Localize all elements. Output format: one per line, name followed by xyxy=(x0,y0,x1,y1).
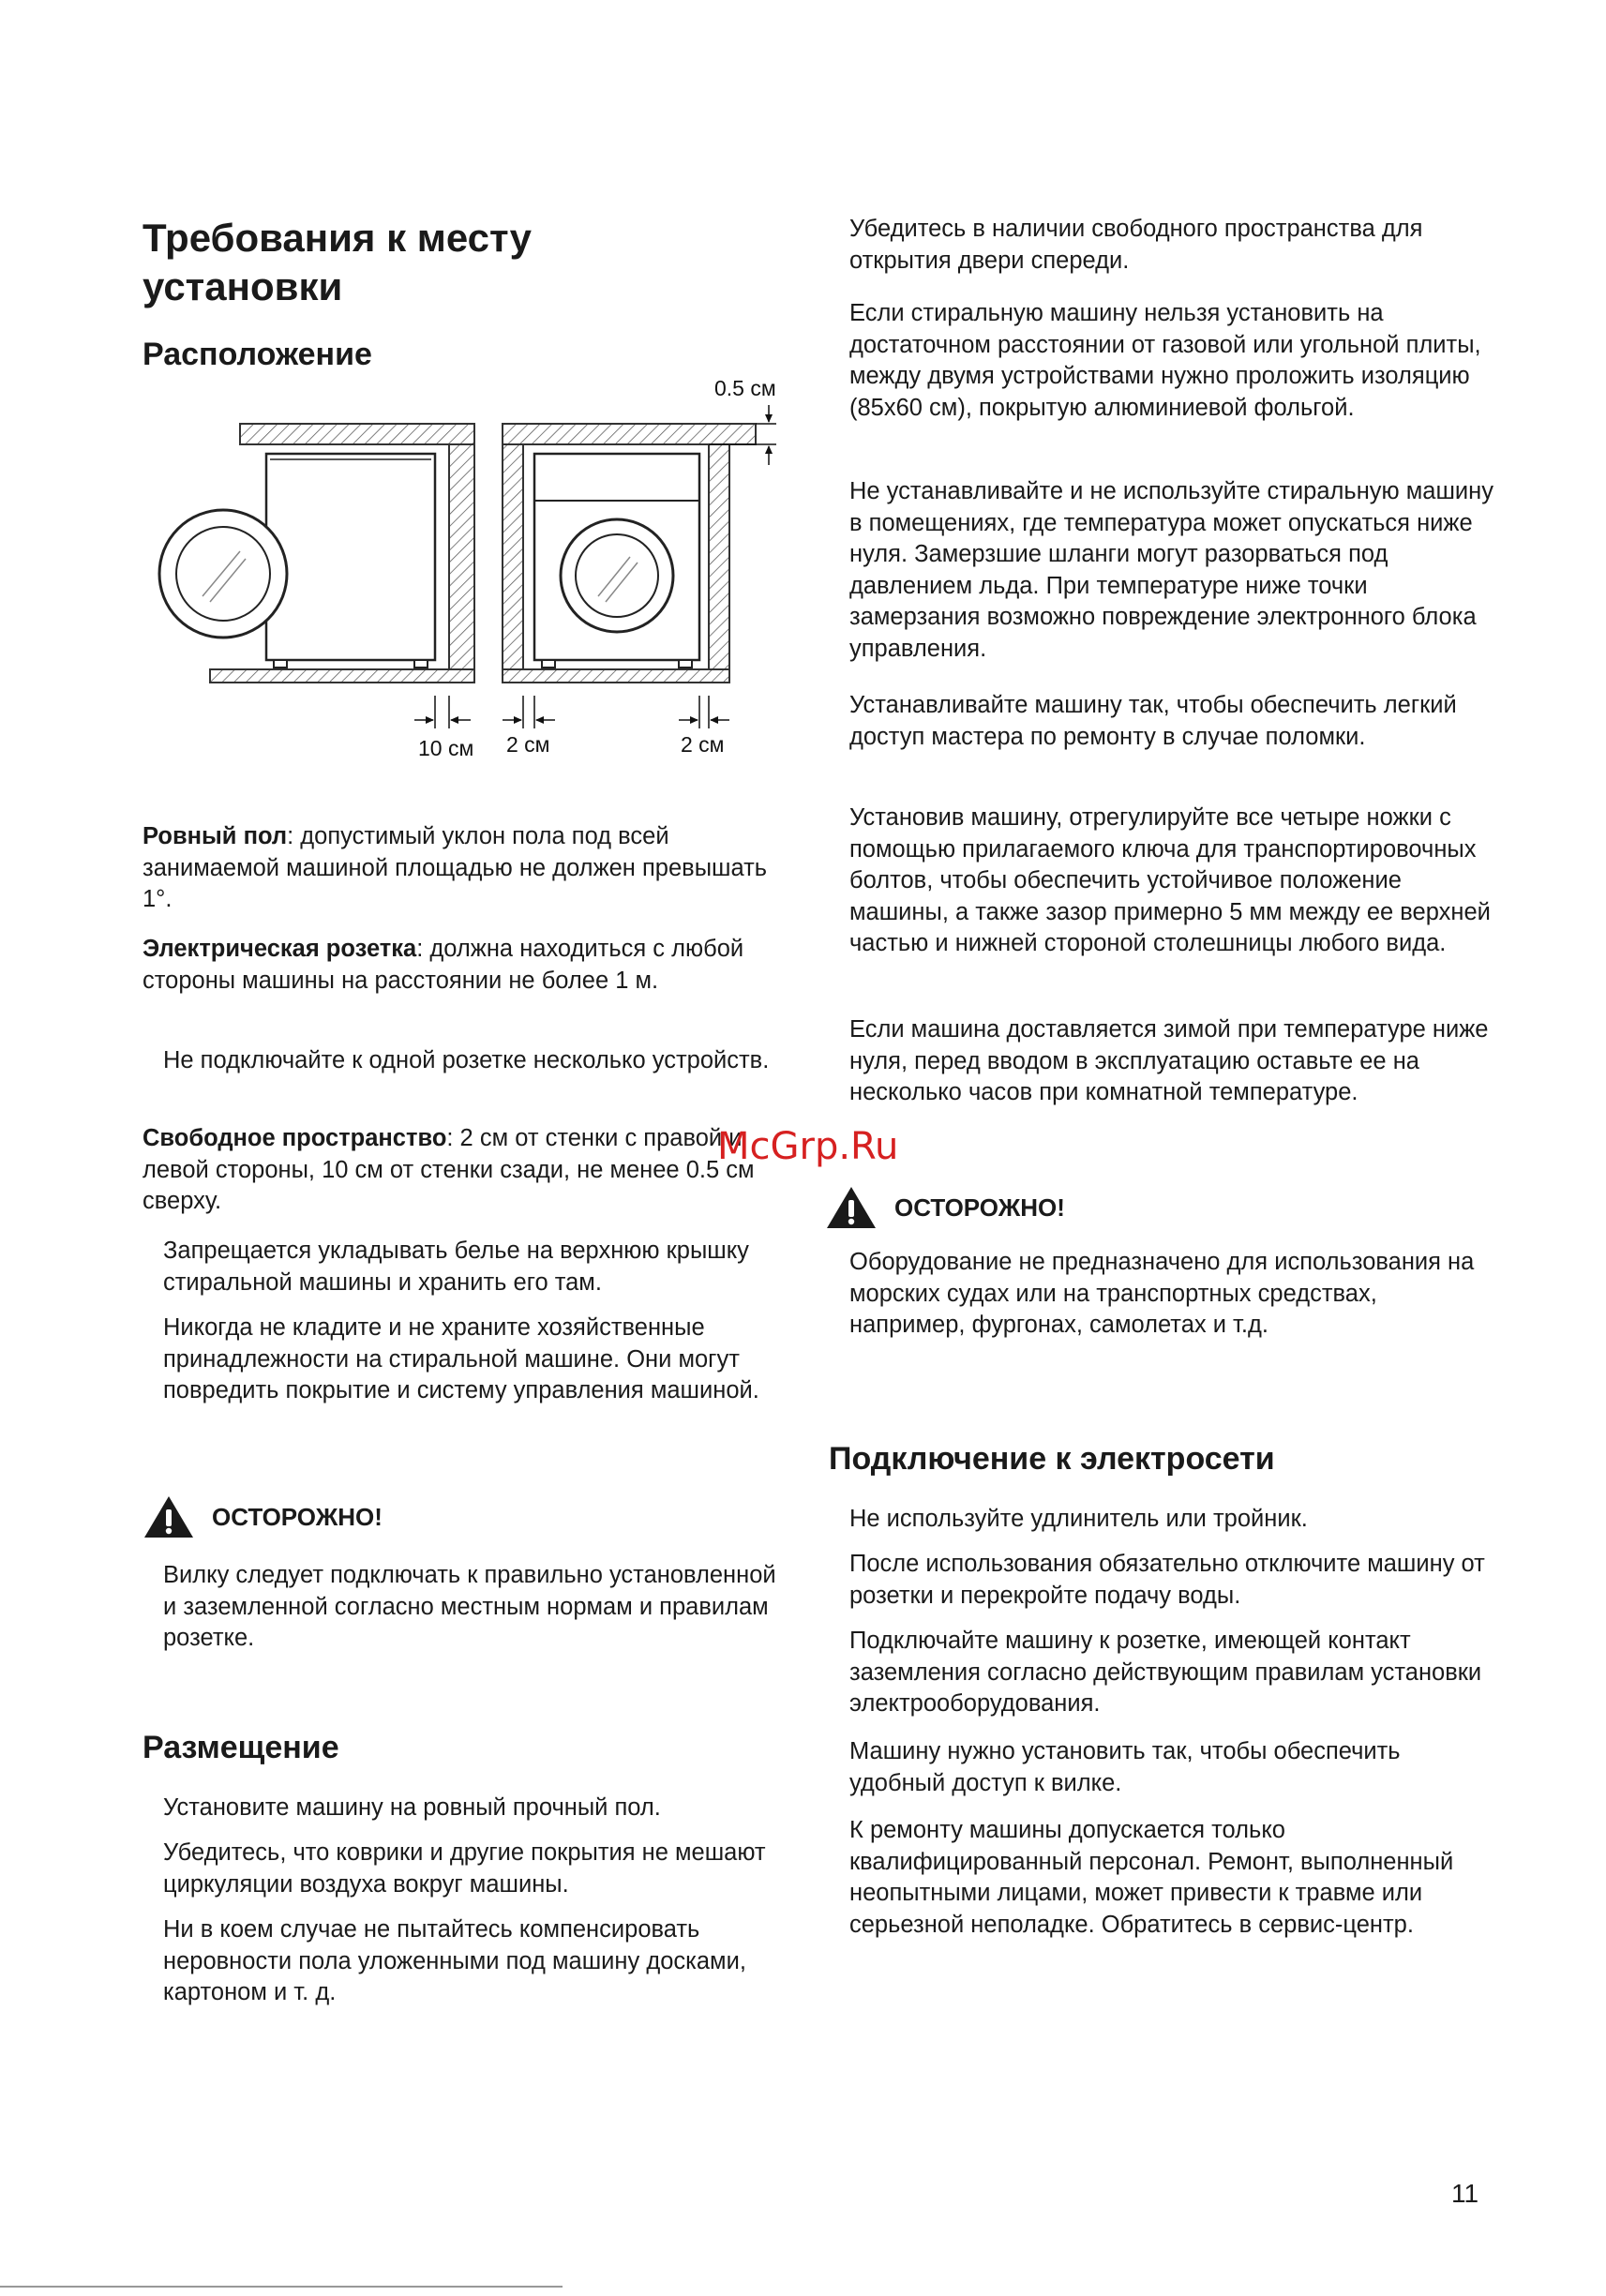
electrical-p2: После использования обязательно отключите машину от розетки и перекройте подачу воды. xyxy=(849,1551,1485,1609)
installation-clearance-diagram xyxy=(143,368,799,761)
placement-p2: Убедитесь, что коврики и другие покрытия не мешают циркуляции воздуха вокруг машины. xyxy=(163,1839,766,1898)
socket-note: Не подключайте к одной розетке несколько устройств. xyxy=(163,1047,770,1073)
label-top-clearance: 0.5 см xyxy=(714,376,776,400)
space-text: : 2 см от стенки с правой и левой стороны, 10 см от стенки сзади, не менее 0.5 см сверху. xyxy=(143,1125,755,1214)
right-p6: Если машина доставляется зимой при температуре ниже нуля, перед вводом в эксплуатацию оставьте ее на несколько часов при комнатной температуре. xyxy=(849,1016,1489,1105)
floor-hatch-right xyxy=(503,669,729,683)
label-left-clearance: 2 см xyxy=(506,732,550,757)
socket-requirement xyxy=(143,934,789,997)
dimension-right xyxy=(679,696,729,757)
side-view xyxy=(159,424,474,683)
location-heading: Расположение xyxy=(143,337,372,372)
electrical-p4: Машину нужно установить так, чтобы обеспечить удобный доступ к вилке. xyxy=(849,1738,1401,1796)
warning-right xyxy=(825,1185,1065,1230)
page-title: Требования к месту установки xyxy=(143,216,532,308)
warning-icon xyxy=(825,1185,878,1230)
back-wall-hatch xyxy=(449,444,474,669)
label-back-clearance: 10 см xyxy=(418,736,474,760)
right-p4: Устанавливайте машину так, чтобы обеспечить легкий доступ мастера по ремонту в случае поломки. xyxy=(849,692,1457,750)
note-household: Никогда не кладите и не храните хозяйственные принадлежности на стиральной машине. Они могут повредить покрытие и систему управления машиной. xyxy=(163,1314,759,1403)
page-number: 11 xyxy=(1451,2179,1479,2208)
right-p1: Убедитесь в наличии свободного пространства для открытия двери спереди. xyxy=(849,216,1423,274)
dimension-left xyxy=(503,696,555,757)
socket-term: Электрическая розетка xyxy=(143,936,417,962)
right-wall-hatch xyxy=(709,444,729,669)
machine-side-body xyxy=(266,454,435,660)
ceiling-hatch-right xyxy=(503,424,756,444)
space-requirement xyxy=(143,1123,789,1218)
floor-term: Ровный пол xyxy=(143,823,288,849)
warning-left-text: Вилку следует подключать к правильно установленной и заземленной согласно местным нормам и правилам розетке. xyxy=(163,1562,776,1651)
dimension-back xyxy=(414,696,473,760)
electrical-heading: Подключение к электросети xyxy=(829,1441,1275,1477)
electrical-p3: Подключайте машину к розетке, имеющей контакт заземления согласно действующим правилам установки электрооборудования. xyxy=(849,1628,1482,1717)
warning-right-label: ОСТОРОЖНО! xyxy=(894,1193,1065,1222)
floor-requirement xyxy=(143,821,789,916)
electrical-p5: К ремонту машины допускается только квалифицированный персонал. Ремонт, выполненный неопытными лицами, может привести к травме или серьезной неполадке. Обратитесь в сервис-центр. xyxy=(849,1817,1454,1938)
open-door-glass xyxy=(176,527,270,621)
warning-right-text: Оборудование не предназначено для использования на морских судах или на транспортных средствах, например, фургонах, самолетах и т.д. xyxy=(849,1249,1475,1338)
right-p2: Если стиральную машину нельзя установить на достаточном расстоянии от газовой или угольной плиты, между двумя устройствами нужно проложить изоляцию (85x60 см), покрытую алюминиевой фольгой. xyxy=(849,300,1481,421)
warning-left xyxy=(143,1494,383,1539)
footer-divider xyxy=(0,2286,563,2288)
foot-back xyxy=(414,660,428,668)
placement-heading: Размещение xyxy=(143,1730,339,1765)
label-right-clearance: 2 см xyxy=(681,732,725,757)
right-p5: Установив машину, отрегулируйте все четыре ножки с помощью прилагаемого ключа для транспортировочных болтов, чтобы обеспечить устойчивое положение машины, а также зазор примерно 5 мм между ее верхней частью и нижней стороной столешницы любого вида. xyxy=(849,804,1491,956)
watermark: McGrp.Ru xyxy=(717,1125,899,1168)
floor-text: : допустимый уклон пола под всей занимаемой машиной площадью не должен превышать 1°. xyxy=(143,823,768,912)
warning-left-label: ОСТОРОЖНО! xyxy=(212,1502,383,1531)
floor-hatch-left xyxy=(210,669,474,683)
right-p3: Не устанавливайте и не используйте стиральную машину в помещениях, где температура может опускаться ниже нуля. Замерзшие шланги могут разорваться под давлением льда. При температуре ниже точки замерзания возможно повреждение электронного блока управления. xyxy=(849,478,1493,662)
space-term: Свободное пространство xyxy=(143,1125,447,1151)
left-wall-hatch xyxy=(503,444,523,669)
placement-p3: Ни в коем случае не пытайтесь компенсировать неровности пола уложенными под машину досками, картоном и т. д. xyxy=(163,1916,746,2005)
foot-right xyxy=(679,660,692,668)
warning-icon xyxy=(143,1494,195,1539)
socket-text: : должна находиться с любой стороны машины на расстоянии не более 1 м. xyxy=(143,936,744,994)
ceiling-hatch-left xyxy=(240,424,474,444)
placement-p1: Установите машину на ровный прочный пол. xyxy=(163,1794,661,1821)
electrical-p1: Не используйте удлинитель или тройник. xyxy=(849,1506,1308,1532)
foot-left xyxy=(542,660,555,668)
front-view xyxy=(503,424,756,683)
door-glass xyxy=(576,534,658,617)
note-laundry: Запрещается укладывать белье на верхнюю крышку стиральной машины и хранить его там. xyxy=(163,1238,749,1296)
foot-front xyxy=(274,660,287,668)
